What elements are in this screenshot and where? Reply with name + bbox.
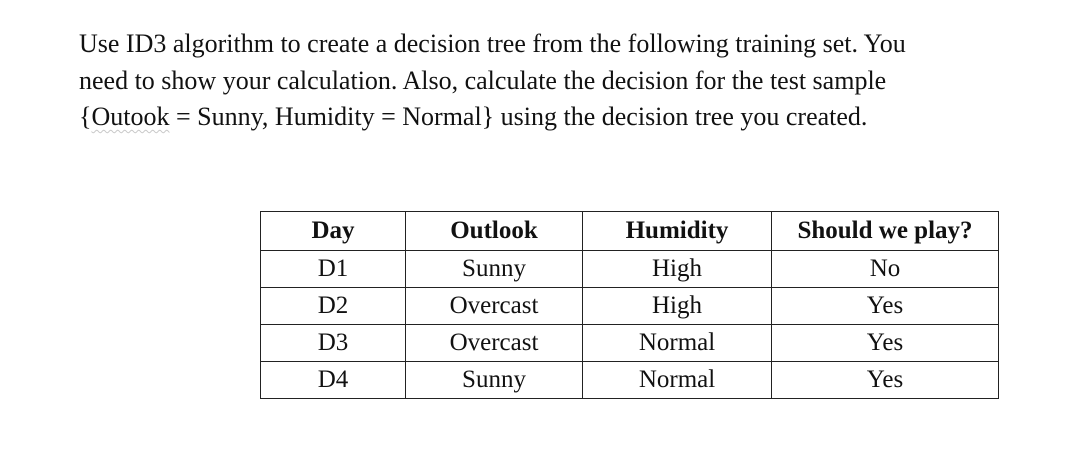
table-row: [261, 251, 999, 288]
cell-outlook: Sunny: [406, 251, 583, 288]
cell-outlook: Overcast: [406, 288, 583, 325]
question-line-3-rest: = Sunny, Humidity = Normal} using the decision tree you created.: [169, 102, 868, 131]
cell-humidity: High: [583, 251, 772, 288]
cell-play: Yes: [772, 325, 999, 362]
cell-play: Yes: [772, 362, 999, 399]
cell-day: D3: [261, 325, 406, 362]
cell-humidity: Normal: [583, 362, 772, 399]
question-line-2: need to show your calculation. Also, calculate the decision for the test sample: [79, 65, 887, 95]
training-set-table: [260, 211, 999, 399]
header-humidity: Humidity: [583, 212, 772, 251]
question-line-1: Use ID3 algorithm to create a decision tree from the following training set. You: [79, 29, 906, 58]
question-text: [79, 26, 1069, 136]
cell-humidity: High: [583, 288, 772, 325]
cell-day: D4: [261, 362, 406, 399]
open-brace: {: [79, 102, 92, 131]
cell-humidity: Normal: [583, 325, 772, 362]
misspelled-word: Outook: [91, 102, 170, 131]
header-day: Day: [261, 212, 406, 251]
table-header-row: [261, 212, 999, 251]
header-should-we-play: Should we play?: [772, 212, 999, 251]
cell-outlook: Overcast: [406, 325, 583, 362]
table-row: [261, 362, 999, 399]
table-row: [261, 288, 999, 325]
cell-play: Yes: [772, 288, 999, 325]
cell-day: D2: [261, 288, 406, 325]
cell-play: No: [772, 251, 999, 288]
header-outlook: Outlook: [406, 212, 583, 251]
table-row: [261, 325, 999, 362]
cell-day: D1: [261, 251, 406, 288]
question-line-3: [79, 99, 1069, 136]
cell-outlook: Sunny: [406, 362, 583, 399]
